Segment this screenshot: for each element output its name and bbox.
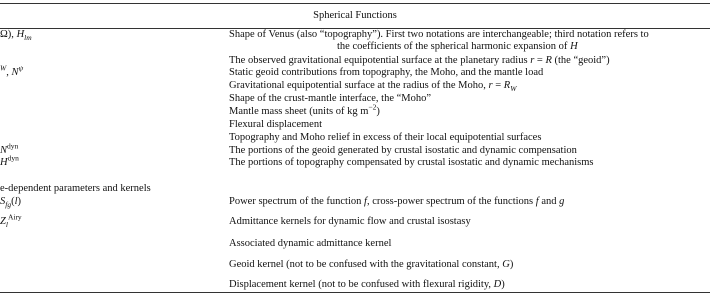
desc-displacement-kernel: Displacement kernel (not to be confused with flexural rigidity, D) bbox=[229, 279, 505, 290]
desc-mass-sheet: Mantle mass sheet (units of kg $m^{-2}$) bbox=[229, 102, 380, 117]
desc-moho-equipotential: Gravitational equipotential surface at the radius of the Moho, $r = R_W$ bbox=[229, 80, 517, 94]
desc-admittance: Admittance kernels for dynamic flow and crustal isostasy bbox=[229, 216, 471, 227]
symbol-shape: Ω), $H_{lm}$ bbox=[0, 29, 32, 43]
symbol-static-geoid: $^W$, $N^\psi$ bbox=[0, 63, 24, 78]
desc-shape-cont: the coefficients of the spherical harmonic expansion of H bbox=[337, 41, 578, 52]
desc-geoid-dyn: The portions of the geoid generated by crustal isostatic and dynamic compensation bbox=[229, 145, 577, 156]
desc-geoid: The observed gravitational equipotential surface at the planetary radius r = R (the “geoid”) bbox=[229, 55, 610, 66]
desc-flexure: Flexural displacement bbox=[229, 119, 323, 130]
section-title: Spherical Functions bbox=[313, 10, 397, 21]
desc-topo-dyn: The portions of topography compensated by crustal isostatic and dynamic mechanisms bbox=[229, 157, 594, 168]
symbol-topo-dyn: $H^{dyn}$ bbox=[0, 153, 19, 168]
desc-shape: Shape of Venus (also “topography”). First two notations are interchangeable; third notation refers to bbox=[229, 29, 649, 40]
bottom-rule bbox=[0, 292, 710, 293]
desc-dynamic-admittance: Associated dynamic admittance kernel bbox=[229, 238, 392, 249]
symbol-admittance-airy: $Z_l^{Airy}$ bbox=[0, 212, 22, 230]
subsection-heading: e-dependent parameters and kernels bbox=[0, 183, 151, 194]
desc-geoid-kernel: Geoid kernel (not to be confused with the gravitational constant, G) bbox=[229, 259, 514, 270]
desc-static-geoid: Static geoid contributions from topography, the Moho, and the mantle load bbox=[229, 67, 544, 78]
symbol-geoid-dyn: $N^{dyn}$ bbox=[0, 141, 19, 156]
desc-excess-relief: Topography and Moho relief in excess of their local equipotential surfaces bbox=[229, 132, 542, 143]
top-rule bbox=[0, 3, 710, 4]
desc-moho: Shape of the crust-mantle interface, the “Moho” bbox=[229, 93, 432, 104]
desc-power-spectrum: Power spectrum of the function f, cross-power spectrum of the functions f and g bbox=[229, 196, 565, 207]
symbol-power-spectrum: $S_{fg}(l)$ bbox=[0, 196, 22, 210]
